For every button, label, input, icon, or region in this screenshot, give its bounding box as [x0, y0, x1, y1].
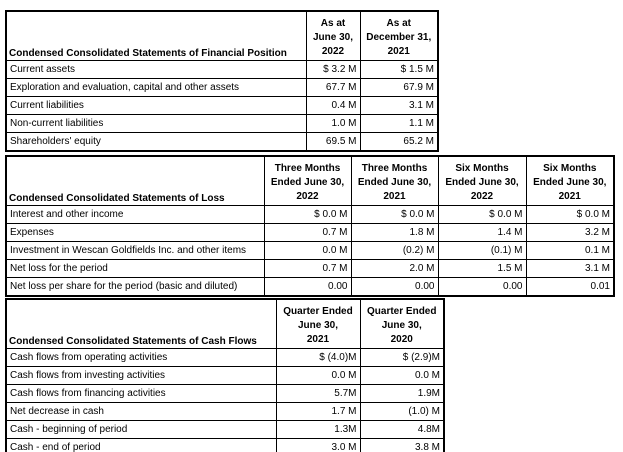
row-label: Investment in Wescan Goldfields Inc. and other items	[6, 242, 264, 260]
value-cell: 1.8 M	[351, 224, 438, 242]
value-cell: 0.7 M	[264, 260, 351, 278]
value-cell: 4.8M	[360, 421, 444, 439]
table-row	[6, 278, 614, 297]
value-cell: 3.0 M	[276, 439, 360, 452]
row-label: Net loss per share for the period (basic and diluted)	[6, 278, 264, 297]
value-cell: 0.4 M	[306, 97, 360, 115]
value-cell: 3.2 M	[526, 224, 614, 242]
value-cell: (1.0) M	[360, 403, 444, 421]
value-cell: 0.00	[264, 278, 351, 297]
value-cell: 0.7 M	[264, 224, 351, 242]
table-row	[6, 61, 438, 79]
header-line: June 30,	[312, 32, 354, 43]
header-line: 2022	[296, 191, 319, 202]
header-line: Ended June 30,	[533, 177, 607, 188]
row-label: Cash - beginning of period	[6, 421, 276, 439]
row-label: Current assets	[6, 61, 306, 79]
column-header-quarter-2020	[360, 299, 444, 349]
table-title-financial-position: Condensed Consolidated Statements of Financial Position	[6, 11, 306, 61]
header-line: Quarter Ended	[367, 306, 437, 317]
header-line: 2021	[558, 191, 581, 202]
value-cell: (0.2) M	[351, 242, 438, 260]
value-cell: 1.3M	[276, 421, 360, 439]
row-label: Cash - end of period	[6, 439, 276, 452]
header-line: As at	[320, 18, 346, 29]
header-line: 2021	[306, 334, 330, 345]
value-cell: $ 1.5 M	[360, 61, 438, 79]
column-header-3mo-2021	[351, 156, 438, 206]
value-cell: 0.00	[438, 278, 526, 297]
table-row	[6, 385, 444, 403]
header-line: 2020	[390, 334, 413, 345]
header-row	[6, 156, 614, 206]
header-line: 2021	[383, 191, 406, 202]
table-row	[6, 79, 438, 97]
financial-position-table	[5, 10, 439, 152]
header-line: Ended June 30,	[445, 177, 519, 188]
header-line: Three Months	[361, 163, 428, 174]
column-header-asat-jun2022	[306, 11, 360, 61]
table-row	[6, 133, 438, 152]
row-label: Cash flows from financing activities	[6, 385, 276, 403]
value-cell: 69.5 M	[306, 133, 360, 152]
header-row	[6, 299, 444, 349]
row-label: Exploration and evaluation, capital and other assets	[6, 79, 306, 97]
value-cell: 65.2 M	[360, 133, 438, 152]
value-cell: 67.7 M	[306, 79, 360, 97]
row-label: Net decrease in cash	[6, 403, 276, 421]
table-row	[6, 439, 444, 452]
row-label: Current liabilities	[6, 97, 306, 115]
table-row	[6, 367, 444, 385]
table-title-cash-flows: Condensed Consolidated Statements of Cash Flows	[6, 299, 276, 349]
table-row	[6, 349, 444, 367]
header-line: 2021	[387, 46, 410, 57]
value-cell: 2.0 M	[351, 260, 438, 278]
header-line: June 30,	[297, 320, 339, 331]
value-cell: 0.00	[351, 278, 438, 297]
table-row	[6, 421, 444, 439]
row-label: Interest and other income	[6, 206, 264, 224]
value-cell: $ 0.0 M	[351, 206, 438, 224]
value-cell: 1.4 M	[438, 224, 526, 242]
header-line: Six Months	[455, 163, 509, 174]
table-row	[6, 403, 444, 421]
value-cell: 0.0 M	[264, 242, 351, 260]
value-cell: 1.7 M	[276, 403, 360, 421]
column-header-quarter-2021	[276, 299, 360, 349]
header-row	[6, 11, 438, 61]
table-title-statements-of-loss: Condensed Consolidated Statements of Loss	[6, 156, 264, 206]
header-line: Quarter Ended	[283, 306, 353, 317]
column-header-6mo-2022	[438, 156, 526, 206]
value-cell: 3.1 M	[360, 97, 438, 115]
value-cell: 1.0 M	[306, 115, 360, 133]
column-header-6mo-2021	[526, 156, 614, 206]
row-label: Net loss for the period	[6, 260, 264, 278]
header-line: 2022	[470, 191, 494, 202]
header-line: As at	[386, 18, 411, 29]
value-cell: 1.1 M	[360, 115, 438, 133]
table-row	[6, 97, 438, 115]
value-cell: $ (2.9)M	[360, 349, 444, 367]
value-cell: (0.1) M	[438, 242, 526, 260]
header-line: Three Months	[274, 163, 341, 174]
value-cell: $ 0.0 M	[438, 206, 526, 224]
header-line: 2022	[321, 46, 345, 57]
row-label: Expenses	[6, 224, 264, 242]
row-label: Cash flows from operating activities	[6, 349, 276, 367]
row-label: Cash flows from investing activities	[6, 367, 276, 385]
value-cell: 0.0 M	[276, 367, 360, 385]
header-line: June 30,	[381, 320, 422, 331]
value-cell: 1.9M	[360, 385, 444, 403]
header-line: December 31,	[366, 32, 432, 43]
value-cell: $ 3.2 M	[306, 61, 360, 79]
table-row	[6, 115, 438, 133]
value-cell: 0.0 M	[360, 367, 444, 385]
value-cell: $ 0.0 M	[526, 206, 614, 224]
row-label: Shareholders' equity	[6, 133, 306, 152]
column-header-3mo-2022	[264, 156, 351, 206]
table-row	[6, 260, 614, 278]
table-row	[6, 242, 614, 260]
value-cell: 3.1 M	[526, 260, 614, 278]
value-cell: 3.8 M	[360, 439, 444, 452]
header-line: Ended June 30,	[357, 177, 432, 188]
value-cell: 1.5 M	[438, 260, 526, 278]
table-row	[6, 224, 614, 242]
cash-flows-table	[5, 298, 445, 452]
value-cell: 0.01	[526, 278, 614, 297]
header-line: Six Months	[543, 163, 597, 174]
header-line: Ended June 30,	[270, 177, 345, 188]
value-cell: $ (4.0)M	[276, 349, 360, 367]
column-header-asat-dec2021	[360, 11, 438, 61]
value-cell: 67.9 M	[360, 79, 438, 97]
row-label: Non-current liabilities	[6, 115, 306, 133]
value-cell: $ 0.0 M	[264, 206, 351, 224]
table-row	[6, 206, 614, 224]
value-cell: 5.7M	[276, 385, 360, 403]
value-cell: 0.1 M	[526, 242, 614, 260]
statements-of-loss-table	[5, 155, 615, 297]
